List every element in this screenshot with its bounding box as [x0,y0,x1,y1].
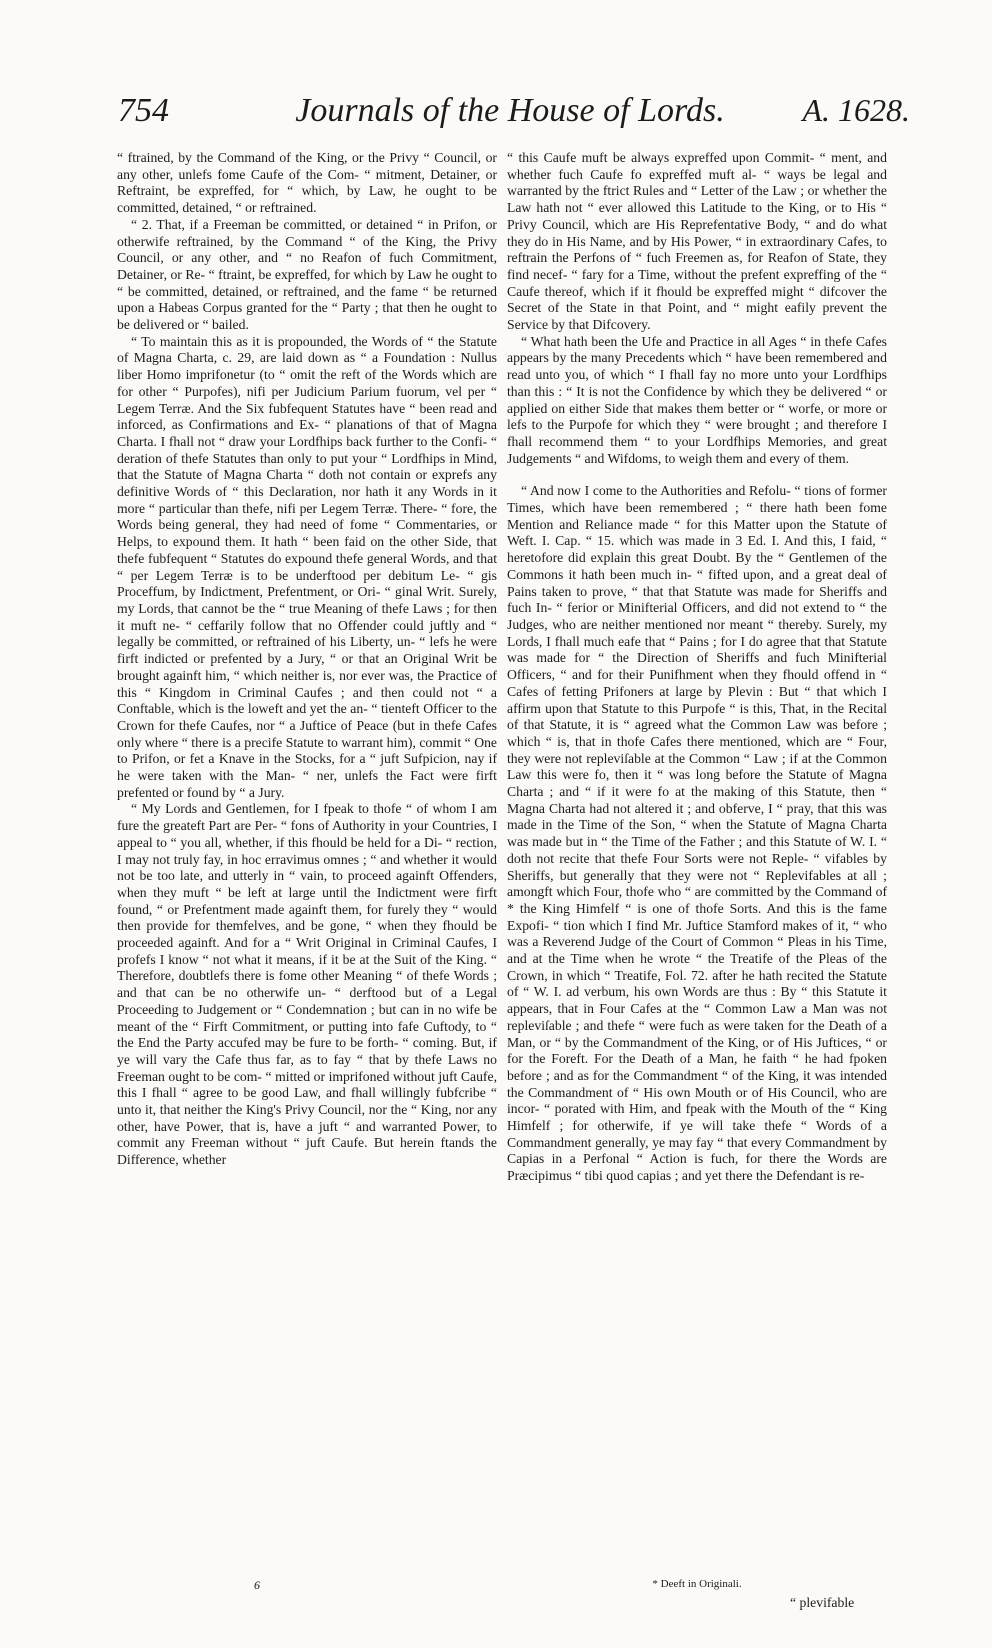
footnote: * Deeft in Originali. [652,1578,742,1590]
left-column [117,150,497,1169]
paragraph: “ What hath been the Ufe and Practice in all Ages “ in thefe Cafes appears by the many Precedents which “ have been remembered and read unto you, of which “ I fhall fay no more unto your Lordfhips than this : “ It is not the Confidence by which they be delivered “ or applied on either Side that makes them better or “ worfe, or more or lefs to the Purpofe for which they “ were brought ; and therefore I fhall recommend them “ to your Lordfhips Memories, and great Judgements “ and Wifdoms, to weigh them and every of them. [507,333,887,466]
page-number: 754 [118,92,169,129]
title-of: of [603,92,630,129]
running-title [110,92,910,130]
paragraph: “ My Lords and Gentlemen, for I fpeak to thofe “ of whom I am fure the greateft Part are Per- “ fons of Authority in your Countries, I appeal to “ you all, whether, if this fhould be held for a Di- “ rection, I may not truly fay, in hoc erravimus omnes ; “ and whether it would not be too late, and utterly in “ vain, to proceed againft Offenders, when they muft “ be left at large until the Indictment were firft found, “ or Prefentment made againft them, for furely they “ would then provide for themfelves, and be gone, “ when they fhould be proceeded againft. And for a “ Writ Original in Criminal Caufes, I profefs I know “ not what it means, if it be at the Suit of the King. “ Therefore, doubtlefs there is fome other Meaning “ of thefe Words ; and that can be no otherwife un- “ derftood but of a Legal Proceeding to Judgement or “ Condemnation ; but can in no wife be meant of the “ Firft Commitment, or putting into fafe Cuftody, to “ the End the Party accufed may be fure to be forth- “ coming. But, if ye will vary the Cafe thus far, as to fay “ that by thefe Laws no Freeman ought to be com- “ mitted or imprifoned without juft Caufe, this I fhall “ agree to be good Law, and fhall willingly fubfcribe “ unto it, that neither the King's Privy Council, nor the “ King, nor any other, have Power, that is, have a juft “ and warranted Power, to commit any Freeman without “ juft Caufe. But herein ftands the Difference, whether [117,801,497,1168]
title-of-the: of the [422,92,500,129]
paragraph: “ To maintain this as it is propounded, the Words of “ the Statute of Magna Charta, c. 29, are laid down as “ a Foundation : Nullus liber Homo imprifonetur (to “ omit the reft of the Words which are for other “ Purpofes), nifi per Judicium Parium fuorum, vel per “ Legem Terræ. And the Six fubfequent Statutes have “ been read and inforced, as Confirmations and Ex- “ planations of that of Magna Charta. I fhall not “ draw your Lordfhips back further to the Confi- “ deration of thefe Statutes than only to put your “ Lordfhips in Mind, that the Statute of Magna Charta “ doth not contain or exprefs any definitive Words of “ this Declaration, nor hath it any Words in it more “ particular than thefe, nifi per Legem Terræ. There- “ fore, the Words being general, they had need of fome “ Commentaries, or Helps, to expound them. It hath “ been faid on the other Side, that thefe fubfequent “ Statutes do expound thefe general Words, and that “ per Legem Terræ is to be underftood per debitum Le- “ gis Proceffum, by Indictment, Prefentment, or Ori- “ ginal Writ. Surely, my Lords, that cannot be the “ true Meaning of thefe Laws ; for then it muft ne- “ ceffarily follow that no Offender could juftly and “ legally be committed, or reftrained of his Liberty, un- “ lefs he were firft indicted or prefented by a Jury, “ or that an Original Writ be brought againft him, “ which neither is, nor ever was, the Practice of this “ Kingdom in Criminal Caufes ; and then could not “ a Conftable, which is the loweft and yet the an- “ tienteft Officer to the Crown for thefe Caufes, nor “ a Juftice of Peace (but in thefe Cafes only where “ there is a precife Statute to warrant him), commit “ One to Prifon, or fet a Knave in the Stocks, for a “ juft Sufpicion, nay if he were taken with the Man- “ ner, unlefs the Fact were firft prefented or found by “ a Jury. [117,333,497,800]
paragraph: “ And now I come to the Authorities and Refolu- “ tions of former Times, which have been remembered ; “ there hath been fome Mention and Reliance made “ for this Matter upon the Statute of Weft. I. Cap. “ 15. which was made in 3 Ed. I. And this, I faid, “ heretofore did explain this great Doubt. By the “ Gentlemen of the Commons it hath been much in- “ fifted upon, and a great deal of Pains taken to prove, “ that that Statute was made for Sheriffs and fuch In- “ ferior or Minifterial Officers, and did not extend to “ the Judges, who are neither mentioned nor meant “ thereby. Surely, my Lords, I fhall much eafe that “ Pains ; for I do agree that that Statute was made for “ the Direction of Sheriffs and fuch Minifterial Officers, “ and for their Punifhment when they fhould offend in “ Cafes of fetting Prifoners at large by Plevin : But “ that which I affirm upon that Statute to this Purpofe “ is this, That, in the Recital of that Statute, it is “ agreed what the Common Law was before ; which “ is, that in thofe Cafes there mentioned, which are “ Four, they were not repleviſable at the Common “ Law ; if at the Common Law this were fo, then it “ was long before the Statute of Magna Charta ; and “ if it were fo at the making of this Statute, then “ Magna Charta had not altered it ; and obferve, I “ pray, that this was made in the Time of the Son, “ when the Statute of Magna Charta was made but in “ the Time of the Father ; and this Statute of W. I. “ doth not recite that thefe Four Sorts were not Reple- “ vifables by Sheriffs, but generally that they were not “ Replevifables at all ; amongft which Four, thofe who “ are committed by the Command of * the King Himfelf “ is one of thofe Sorts. And this is the fame Expofi- “ tion which I find Mr. Juftice Stamford makes of it, “ who was a Reverend Judge of the Court of Common “ Pleas in his Time, and at the Time when he wrote “ the Treatife of the Pleas of the Crown, in which “ Treatife, Fol. 72. after he hath recited the Statute of “ W. I. ad verbum, his own Words are thus : By “ this Statute it appears, that in Four Cafes at the “ Common Law a Man was not repleviſable ; and thefe “ were fuch as were taken for the Death of a Man, or “ by the Commandment of the King, or of His Juftices, “ or for the Foreft. For the Death of a Man, he faith “ he had fpoken before ; and as for the Commandment “ of the King, it was intended the Commandment of “ His own Mouth or of His Council, who are incor- “ porated with Him, and fpeak with the Mouth of the “ King Himfelf ; for otherwife, if ye will take thefe “ Words of a Commandment generally, ye may fay “ that every Commandment by Capias in a Perfonal “ Action is fuch, for there the Words are Præcipimus “ tibi quod capias ; and yet there the Defendant is re- [507,483,887,1184]
title-journals: Journals [295,92,415,129]
right-column [507,150,887,1185]
catchword: “ plevifable [790,1595,855,1610]
title-house: House [507,92,595,129]
year: A. 1628. [802,92,910,128]
paragraph: “ this Caufe muft be always expreffed upon Commit- “ ment, and whether fuch Caufe fo expreffed muft al- “ ways be legal and warranted by the ftrict Rules and “ Letter of the Law ; or whether the Law hath not “ ever allowed this Latitude to the King, or to His “ Privy Council, which are His Reprefentative Body, “ and do what they do in His Name, and by His Power, “ in extraordinary Cafes, to reftrain the Perfons of “ fuch Freemen as, for Reafon of State, they find necef- “ fary for a Time, without the prefent expreffing of the “ Caufe thereof, which if it fhould be expreffed might “ difcover the Secret of the State in that Point, and “ might eafily prevent the Service by that Difcovery. [507,150,887,333]
signature-mark: 6 [254,1578,260,1592]
paragraph: “ ftrained, by the Command of the King, or the Privy “ Council, or any other, unlefs fome Caufe of the Com- “ mitment, Detainer, or Reftraint, be expreffed, for “ which, by Law, he ought to be committed, detained, “ or reftrained. [117,150,497,216]
title-lords: Lords. [638,92,725,129]
page-header [110,92,910,152]
paragraph: “ 2. That, if a Freeman be committed, or detained “ in Prifon, or otherwife reftrained, by the Command “ of the King, the Privy Council, or any other, and “ no Reafon of fuch Commitment, Detainer, or Re- “ ftraint, be expreffed, for which by Law he ought to “ be committed, detained, or reftrained, and the fame “ be returned upon a Habeas Corpus granted for the “ Party ; that then he ought to be delivered or “ bailed. [117,216,497,333]
